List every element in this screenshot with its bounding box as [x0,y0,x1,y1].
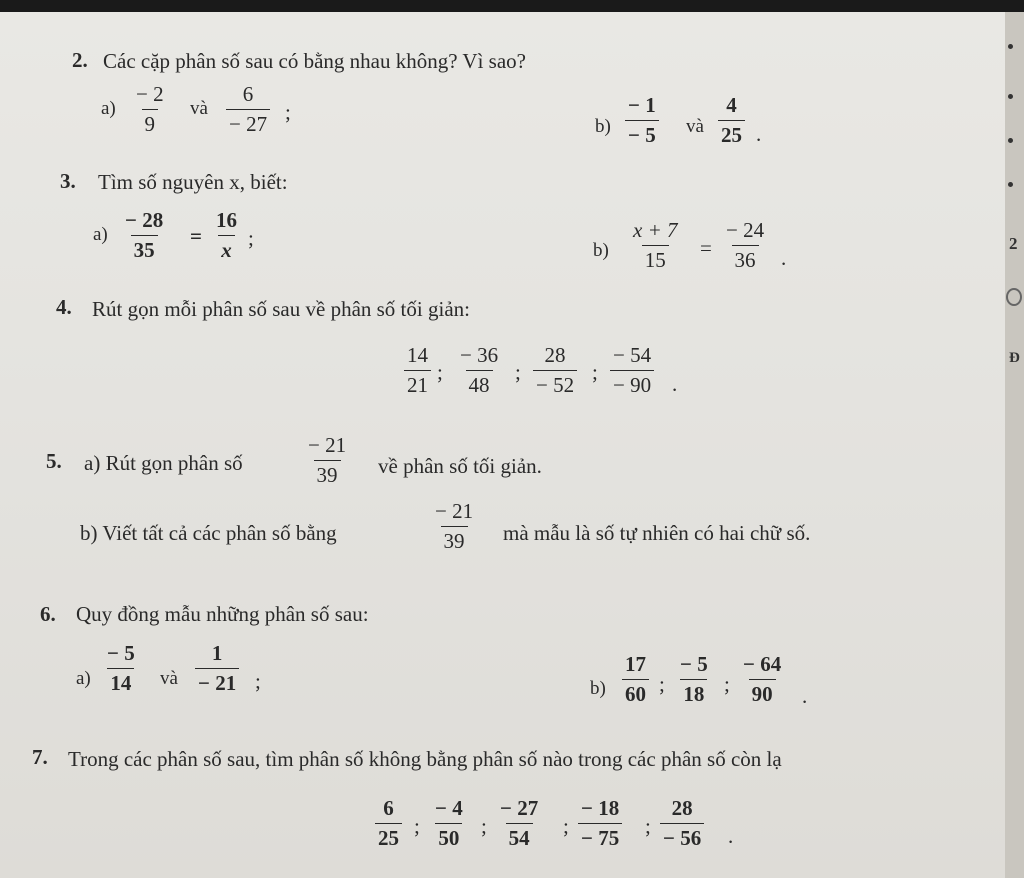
fraction: $\frac{- 54}{- 90}$ [610,345,654,396]
separator: ; [414,814,420,838]
part-label-a: a) [93,224,108,245]
conjunction: và [160,668,178,689]
separator: . [728,824,734,848]
fraction: $\frac{- 5}{14}$ [107,641,135,695]
fraction: $\frac{17}{60}$ [622,654,649,705]
separator: ; [563,814,569,838]
separator: ; [481,814,487,838]
margin-dot [1008,44,1013,49]
fraction: $\frac{14}{21}$ [404,345,431,396]
fraction: $\frac{- 2}{9}$ [136,82,164,136]
exercise-text-a-end: về phân số tối giản. [378,454,542,478]
margin-letter: Đ [1009,350,1020,366]
separator: ; [285,100,291,124]
conjunction: và [686,116,704,137]
separator: ; [724,672,730,696]
fraction: $\frac{4}{25}$ [718,95,745,146]
fraction: $\frac{- 1}{- 5}$ [625,95,659,146]
fraction: $\frac{- 28}{35}$ [125,208,164,262]
fraction: $\frac{16}{x}$ [216,208,237,262]
spiral-icon [1006,288,1022,306]
exercise-number: 5. [46,449,62,473]
separator: ; [515,360,521,384]
exercise-prompt: Rút gọn mỗi phân số sau về phân số tối giản: [92,297,470,321]
fraction: $\frac{- 21}{39}$ [308,433,347,487]
separator: . [756,122,762,146]
conjunction: và [190,98,208,119]
separator: . [781,246,787,270]
separator: . [802,684,808,708]
exercise-number: 3. [60,169,76,193]
fraction: $\frac{28}{- 56}$ [660,798,704,849]
exercise-prompt: Tìm số nguyên x, biết: [98,170,288,194]
separator: ; [659,672,665,696]
part-label-a: a) [101,98,116,119]
separator: ; [592,360,598,384]
fraction: $\frac{- 4}{50}$ [435,796,463,850]
fraction: $\frac{1}{- 21}$ [195,643,239,694]
exercise-number: 6. [40,602,56,626]
fraction: $\frac{- 36}{48}$ [460,343,499,397]
fraction: $\frac{28}{- 52}$ [533,345,577,396]
exercise-prompt: Các cặp phân số sau có bằng nhau không? Vì sao? [103,49,526,73]
exercise-prompt: Quy đồng mẫu những phân số sau: [76,602,369,626]
textbook-page [0,12,1005,878]
margin-dot [1008,182,1013,187]
exercise-number: 2. [72,48,88,72]
fraction: $\frac{- 18}{- 75}$ [578,798,622,849]
fraction: $\frac{- 5}{18}$ [680,652,708,706]
part-label-b: b) [595,116,611,137]
separator: ; [255,669,261,693]
margin-dot [1008,94,1013,99]
exercise-number: 4. [56,295,72,319]
exercise-number: 7. [32,745,48,769]
fraction: $\frac{- 21}{39}$ [435,499,474,553]
fraction: $\frac{6}{- 27}$ [226,84,270,135]
fraction: $\frac{- 64}{90}$ [743,652,782,706]
margin-digit: 2 [1009,234,1018,253]
fraction: $\frac{x + 7}{15}$ [633,218,678,272]
exercise-text-b-end: mà mẫu là số tự nhiên có hai chữ số. [503,521,811,545]
part-label-b: b) [590,678,606,699]
equals-sign: = [190,224,202,248]
part-label-a: a) [76,668,91,689]
margin-dot [1008,138,1013,143]
fraction: $\frac{- 24}{36}$ [726,218,765,272]
equals-sign: = [700,236,712,260]
separator: ; [645,814,651,838]
separator: . [672,372,678,396]
exercise-text-a: a) Rút gọn phân số [84,451,243,475]
exercise-text-b: b) Viết tất cả các phân số bằng [80,521,337,545]
part-label-b: b) [593,240,609,261]
fraction: $\frac{- 27}{54}$ [500,796,539,850]
separator: ; [437,360,443,384]
exercise-prompt: Trong các phân số sau, tìm phân số không bằng phân số nào trong các phân số còn lạ [68,747,782,771]
adjacent-page-edge [1005,12,1024,878]
fraction: $\frac{6}{25}$ [375,798,402,849]
separator: ; [248,226,254,250]
